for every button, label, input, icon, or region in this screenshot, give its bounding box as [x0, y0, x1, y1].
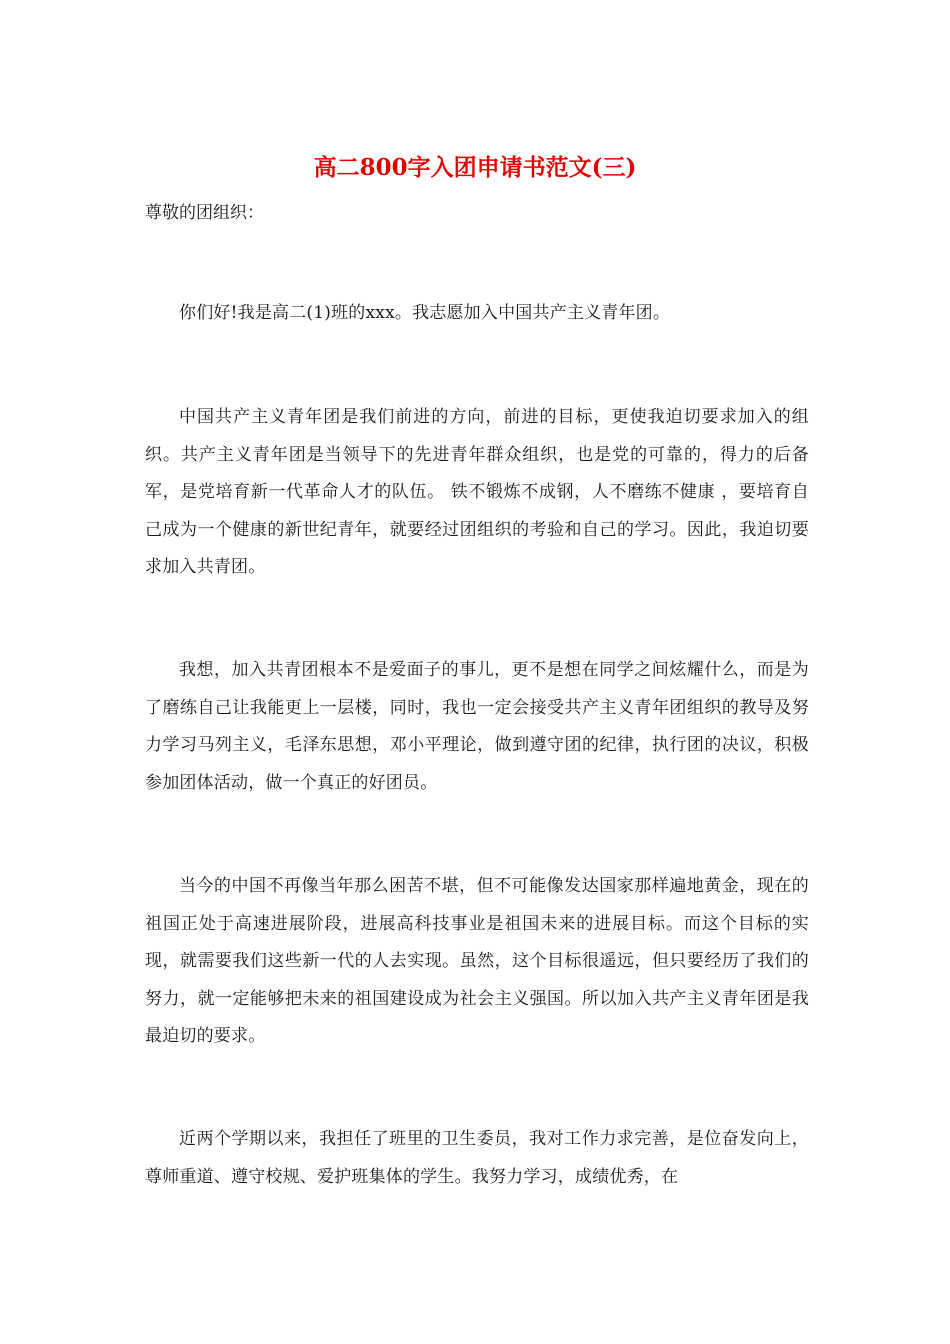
- paragraph-greeting: 你们好!我是高二(1)班的xxx。我志愿加入中国共产主义青年团。: [179, 303, 671, 323]
- paragraph-motivation: 中国共产主义青年团是我们前进的方向，前进的目标，更使我迫切要求加入的组织。共产主义青年团是当领导下的先进青年群众组织，也是党的可靠的，得力的后备军，是党培育新一代革命人才的队伍。 铁不锻炼不成钢，人不磨练不健康 ，要培育自己成为一个健康的新世纪青年，就要经过团组织的考验和自己的学习。因此，我迫切要求加入共青团。: [145, 407, 809, 577]
- document-title: 高二800字入团申请书范文(三): [313, 154, 637, 181]
- paragraph-vision: 当今的中国不再像当年那么困苦不堪，但不可能像发达国家那样遍地黄金，现在的祖国正处于高速进展阶段，进展高科技事业是祖国未来的进展目标。而这个目标的实现，就需要我们这些新一代的人去实现。虽然，这个目标很遥远，但只要经历了我们的努力，就一定能够把未来的祖国建设成为社会主义强国。所以加入共产主义青年团是我最迫切的要求。: [145, 876, 809, 1046]
- salutation: 尊敬的团组织：: [145, 203, 264, 223]
- paragraph-commitment: 我想，加入共青团根本不是爱面子的事儿，更不是想在同学之间炫耀什么，而是为了磨练自己让我能更上一层楼，同时，我也一定会接受共产主义青年团组织的教导及努力学习马列主义，毛泽东思想，邓小平理论，做到遵守团的纪律，执行团的决议，积极参加团体活动，做一个真正的好团员。: [145, 660, 809, 793]
- paragraph-record: 近两个学期以来，我担任了班里的卫生委员，我对工作力求完善，是位奋发向上，尊师重道、遵守校规、爱护班集体的学生。我努力学习，成绩优秀，在: [145, 1129, 809, 1187]
